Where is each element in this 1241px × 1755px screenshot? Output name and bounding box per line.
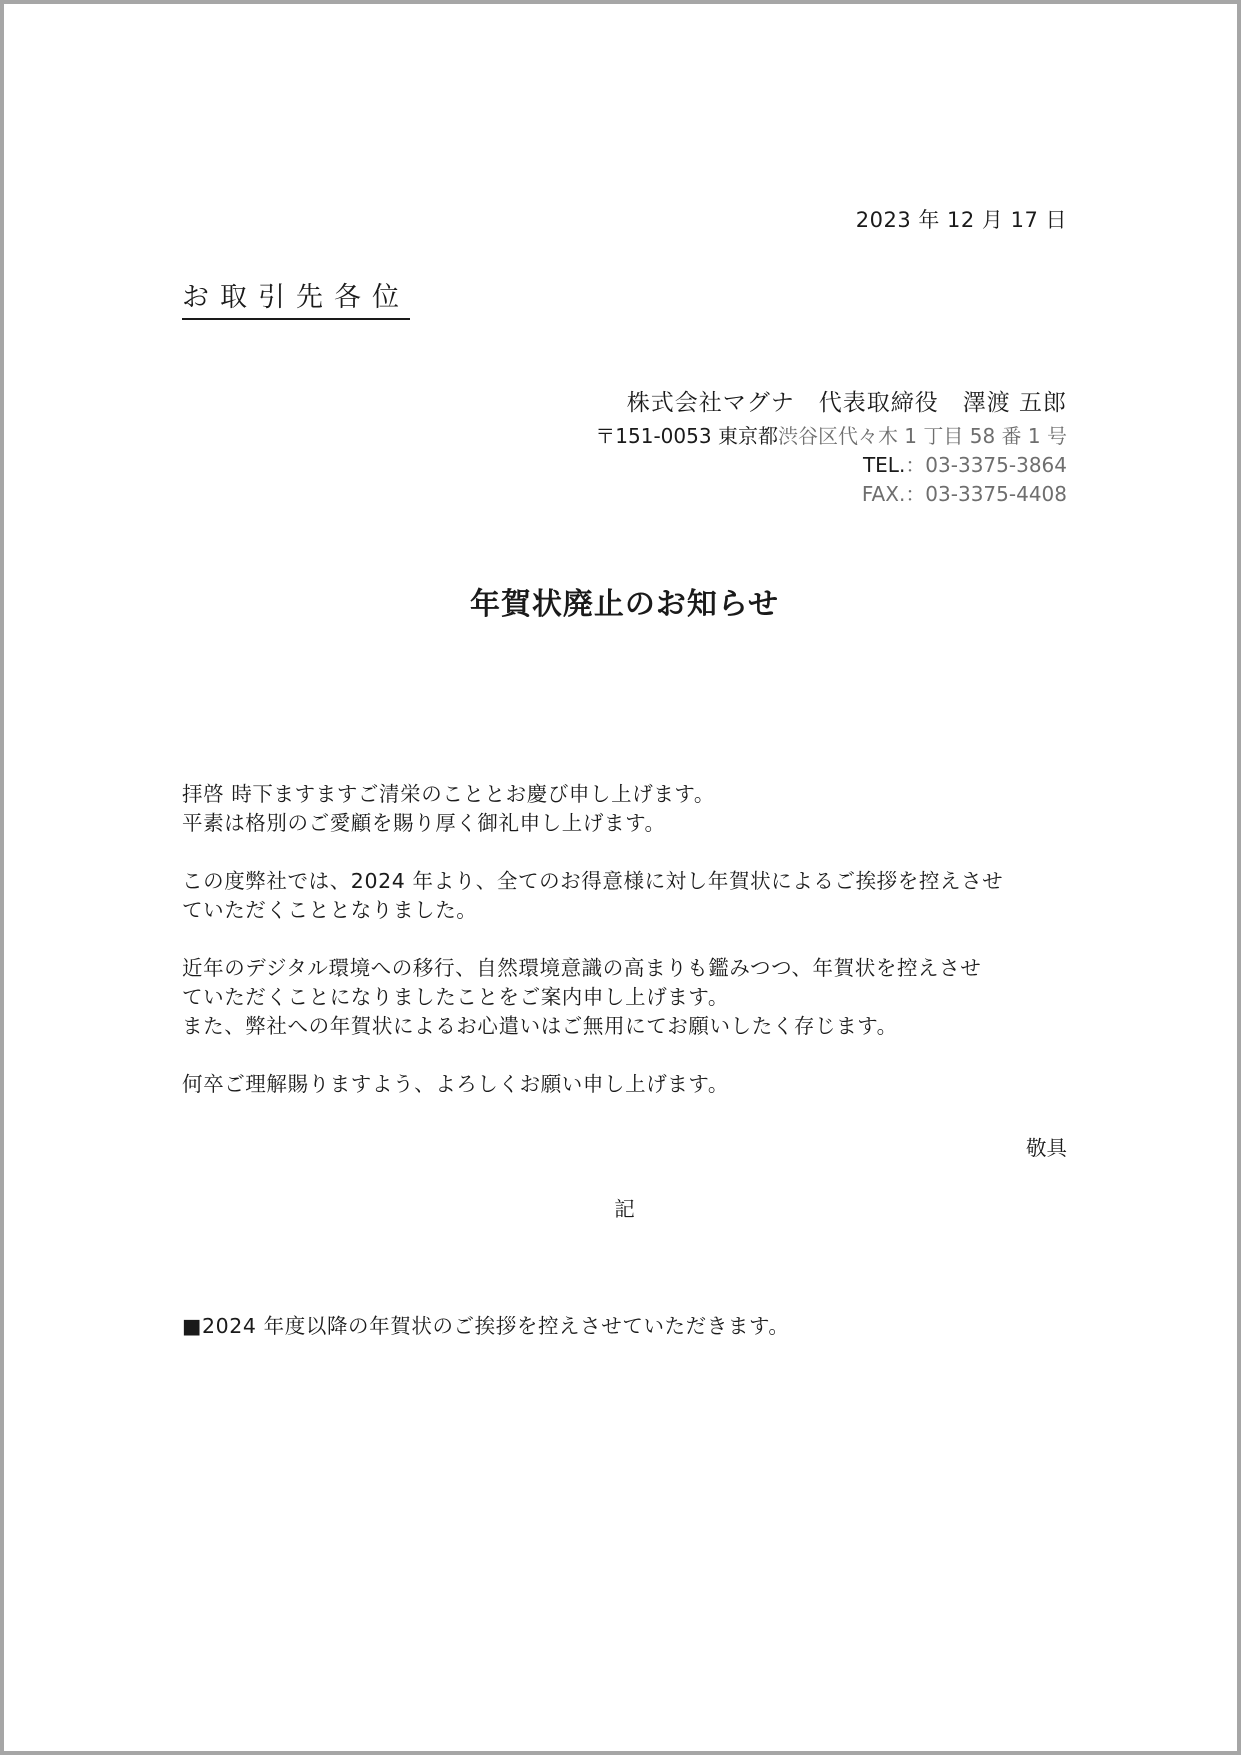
paragraph-line: 平素は格別のご愛顧を賜り厚く御礼申し上げます。 — [182, 811, 666, 835]
paragraph-line: 何卒ご理解賜りますよう、よろしくお願い申し上げます。 — [182, 1072, 729, 1096]
sender-address-postal: 〒151-0053 東京都 — [595, 424, 778, 448]
sender-company: 株式会社マグナ 代表取締役 澤渡 五郎 — [626, 390, 1067, 416]
letter-body — [182, 780, 1067, 1128]
paragraph-line: 拝啓 時下ますますご清栄のこととお慶び申し上げます。 — [182, 782, 715, 806]
letter-date: 2023 年 12 月 17 日 — [855, 208, 1067, 232]
sender-address-street: 渋谷区代々木 1 丁目 58 番 1 号 — [777, 424, 1067, 448]
closing-word: 敬具 — [1026, 1136, 1067, 1160]
paragraph-reason — [182, 954, 1067, 1041]
paragraph-greeting — [182, 780, 1067, 838]
notice-item: ■2024 年度以降の年賀状のご挨拶を控えさせていただきます。 — [182, 1314, 790, 1338]
tel-value: ：03-3375-3864 — [905, 453, 1067, 477]
tel-label: TEL. — [862, 453, 906, 477]
sender-address — [182, 422, 1067, 451]
paragraph-request — [182, 1070, 1067, 1099]
fax-label: FAX. — [861, 482, 906, 506]
paragraph-line: ていただくことになりましたことをご案内申し上げます。 — [182, 985, 729, 1009]
sender-tel — [182, 451, 1067, 480]
paragraph-line: 近年のデジタル環境への移行、自然環境意識の高まりも鑑みつつ、年賀状を控えさせ — [182, 956, 982, 980]
fax-value: ：03-3375-4408 — [905, 482, 1067, 506]
sender-fax — [182, 480, 1067, 509]
paragraph-line: ていただくこととなりました。 — [182, 898, 478, 922]
document-title: 年賀状廃止のお知らせ — [469, 587, 780, 622]
addressee: お取引先各位 — [182, 280, 410, 320]
paragraph-announcement — [182, 867, 1067, 925]
paragraph-line: この度弊社では、2024 年より、全てのお得意様に対し年賀状によるご挨拶を控えさせ — [182, 869, 1004, 893]
sender-block — [182, 386, 1067, 509]
record-heading: 記 — [614, 1197, 635, 1221]
paragraph-line: また、弊社への年賀状によるお心遣いはご無用にてお願いしたく存じます。 — [182, 1014, 898, 1038]
